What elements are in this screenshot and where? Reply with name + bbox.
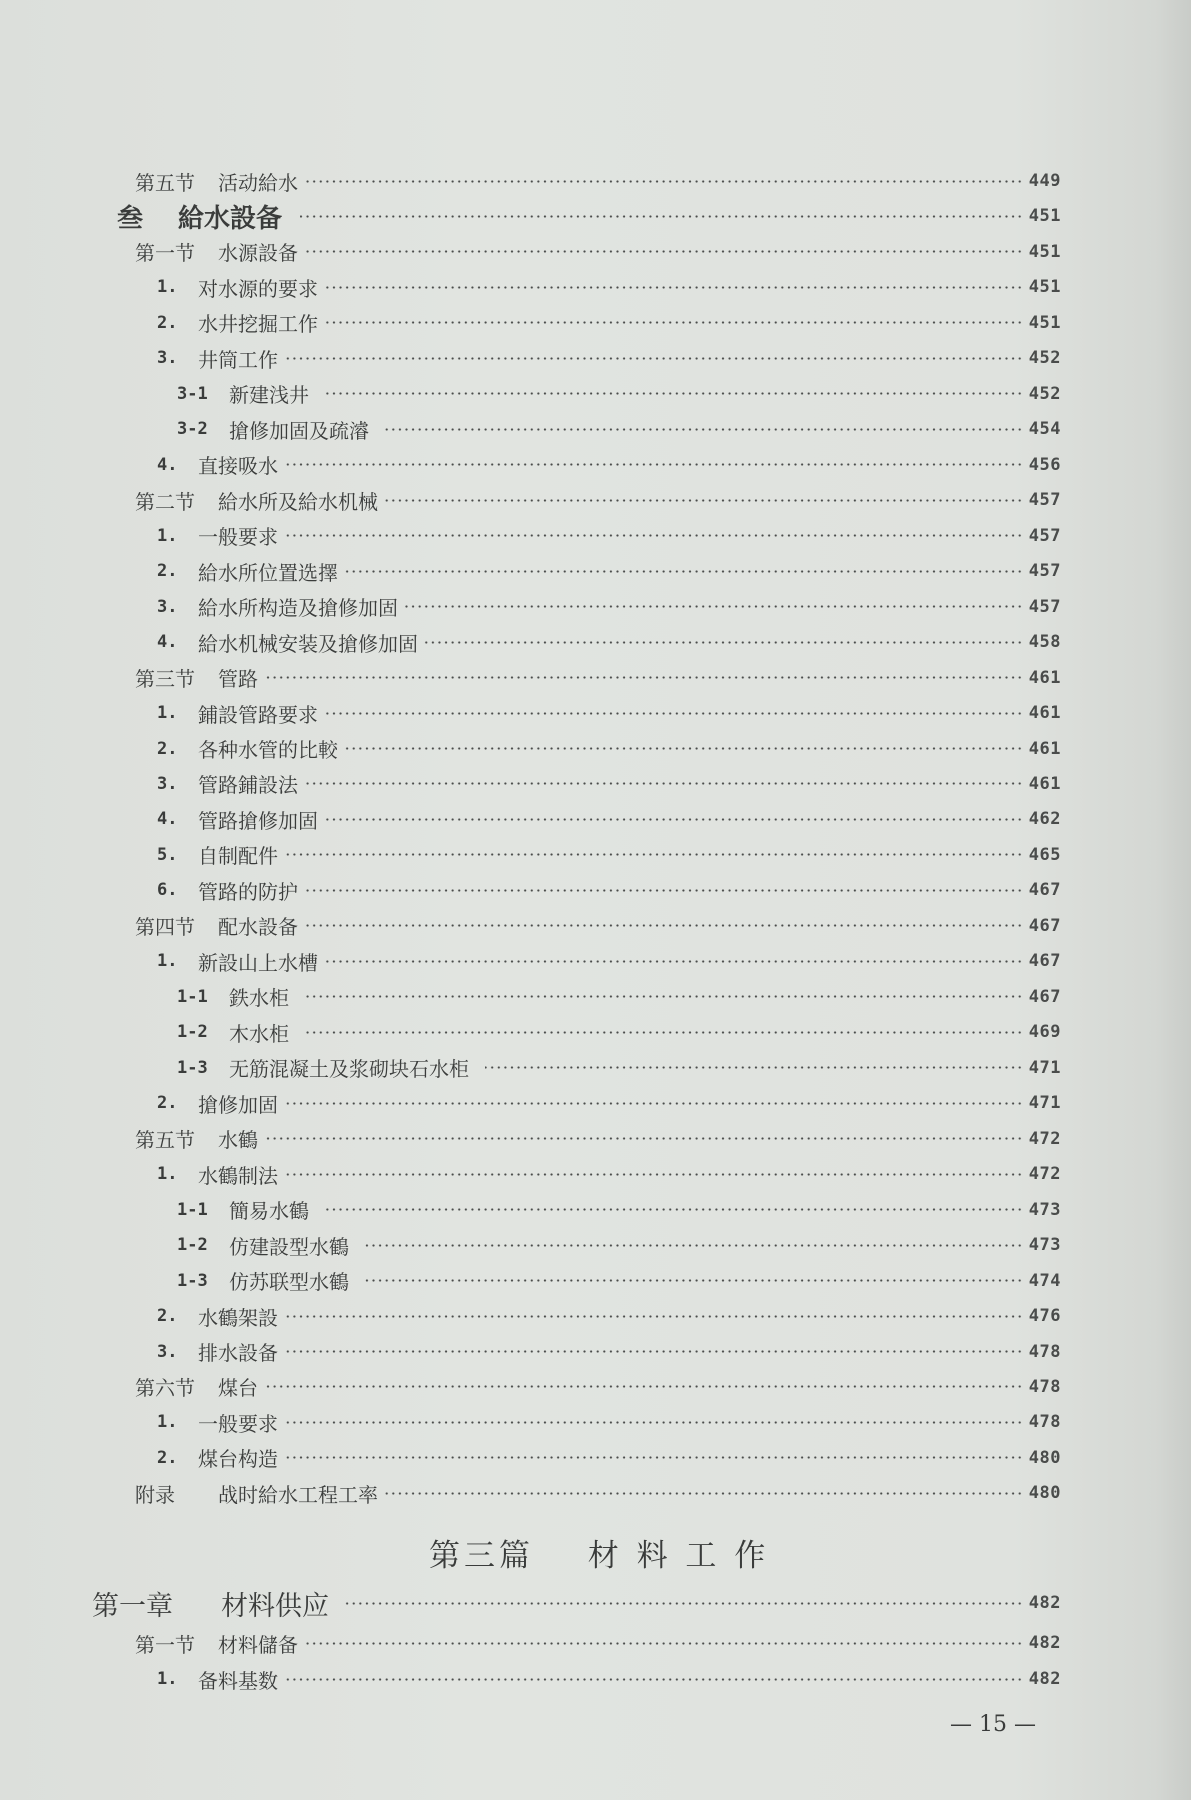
- entry-page-number: 482: [1028, 1593, 1061, 1613]
- entry-title: 对水源的要求: [198, 276, 318, 301]
- entry-page-number: 462: [1028, 809, 1061, 830]
- entry-page-number: 461: [1028, 738, 1061, 759]
- dot-leader: [404, 605, 1023, 608]
- dot-leader: [284, 1421, 1023, 1424]
- dot-leader: [304, 924, 1023, 927]
- toc-entry: [0, 1478, 1191, 1508]
- entry-title: 管路: [218, 667, 258, 692]
- entry-title: 搶修加固: [198, 1092, 278, 1117]
- part-label: 第三篇: [429, 1538, 534, 1574]
- part-name: 材 料 工 作: [587, 1538, 770, 1574]
- entry-title: 水井挖掘工作: [198, 312, 318, 337]
- entry-page-number: 456: [1028, 454, 1061, 475]
- dot-leader: [324, 321, 1023, 324]
- toc-entry: [0, 166, 1191, 196]
- entry-title: 給水机械安装及搶修加固: [198, 631, 418, 656]
- entry-number: 1.: [157, 1164, 178, 1185]
- dot-leader: [300, 215, 1023, 218]
- entry-title: 管路的防护: [198, 879, 298, 904]
- entry-number: 1-3: [177, 1270, 208, 1291]
- dot-leader: [284, 1173, 1023, 1176]
- entry-page-number: 482: [1028, 1669, 1061, 1689]
- toc-entry: [0, 804, 1191, 834]
- entry-number: 1-1: [177, 1199, 208, 1220]
- toc-entry: [0, 769, 1191, 799]
- dot-leader: [284, 1678, 1023, 1681]
- entry-page-number: 465: [1028, 844, 1061, 865]
- toc-entry: [0, 1195, 1191, 1225]
- entry-title: 給水所及給水机械: [218, 489, 378, 514]
- entry-title: 直接吸水: [198, 454, 278, 479]
- toc-entry: [0, 911, 1191, 941]
- toc-entry: [0, 1407, 1191, 1437]
- entry-page-number: 461: [1028, 703, 1061, 724]
- entry-title: 管路搶修加固: [198, 808, 318, 833]
- toc-entry: [0, 1017, 1191, 1047]
- dot-leader: [384, 499, 1023, 502]
- entry-page-number: 471: [1028, 1093, 1061, 1114]
- toc-entry: [0, 663, 1191, 693]
- entry-number: 3.: [157, 596, 178, 617]
- toc-entry: [0, 1664, 1191, 1694]
- toc-entry: [0, 1088, 1191, 1118]
- entry-number: 第一节: [135, 241, 195, 266]
- entry-page-number: 478: [1028, 1341, 1061, 1362]
- toc-entry: [0, 1443, 1191, 1473]
- entry-title: 备料基数: [198, 1668, 278, 1693]
- toc-entry: [0, 1588, 1191, 1622]
- entry-title: 一般要求: [198, 1411, 278, 1436]
- entry-number: 1.: [157, 703, 178, 724]
- toc-entry: [0, 450, 1191, 480]
- entry-number: 2.: [157, 312, 178, 333]
- dot-leader: [284, 853, 1023, 856]
- dot-leader: [304, 1642, 1023, 1645]
- toc-entry: [0, 485, 1191, 515]
- dot-leader: [284, 1350, 1023, 1353]
- entry-page-number: 461: [1028, 773, 1061, 794]
- entry-number: 3-2: [177, 419, 208, 440]
- entry-number: 第四节: [135, 915, 195, 940]
- toc-entry: [0, 343, 1191, 373]
- page-number: — 15 —: [950, 1712, 1036, 1737]
- entry-page-number: 458: [1028, 632, 1061, 653]
- entry-number: 1.: [157, 277, 178, 298]
- entry-number: 2.: [157, 1306, 178, 1327]
- entry-page-number: 461: [1028, 667, 1061, 688]
- entry-page-number: 451: [1028, 241, 1061, 262]
- entry-number: 1-1: [177, 986, 208, 1007]
- entry-number: 第六节: [135, 1376, 195, 1401]
- toc-entry: [0, 1230, 1191, 1260]
- toc-entry: [0, 521, 1191, 551]
- entry-title: 自制配件: [198, 844, 278, 869]
- entry-page-number: 472: [1028, 1128, 1061, 1149]
- toc-entry: [0, 201, 1191, 234]
- entry-number: 1.: [157, 1412, 178, 1433]
- entry-title: 活动給水: [218, 170, 298, 195]
- entry-number: 5.: [157, 844, 178, 865]
- entry-page-number: 474: [1028, 1270, 1061, 1291]
- dot-leader: [304, 782, 1023, 785]
- entry-number: 第一章: [92, 1590, 173, 1622]
- entry-title: 战时給水工程工率: [218, 1482, 378, 1507]
- entry-page-number: 471: [1028, 1057, 1061, 1078]
- dot-leader: [304, 250, 1023, 253]
- entry-title: 鉄水柜: [229, 986, 289, 1011]
- entry-number: 2.: [157, 738, 178, 759]
- entry-page-number: 480: [1028, 1483, 1061, 1504]
- dot-leader: [485, 1066, 1023, 1069]
- dot-leader: [264, 1385, 1023, 1388]
- dot-leader: [325, 1208, 1023, 1211]
- entry-number: 2.: [157, 561, 178, 582]
- entry-page-number: 457: [1028, 525, 1061, 546]
- entry-page-number: 476: [1028, 1306, 1061, 1327]
- entry-number: 附录: [135, 1482, 175, 1507]
- entry-number: 第二节: [135, 489, 195, 514]
- entry-number: 3.: [157, 1341, 178, 1362]
- entry-title: 給水所构造及搶修加固: [198, 596, 398, 621]
- entry-title: 鋪設管路要求: [198, 702, 318, 727]
- entry-title: 搶修加固及疏濬: [229, 418, 369, 443]
- toc-entry: [0, 272, 1191, 302]
- entry-page-number: 451: [1028, 277, 1061, 298]
- dot-leader: [284, 1102, 1023, 1105]
- entry-page-number: 452: [1028, 383, 1061, 404]
- entry-page-number: 457: [1028, 561, 1061, 582]
- entry-number: 3.: [157, 773, 178, 794]
- entry-page-number: 467: [1028, 951, 1061, 972]
- entry-page-number: 478: [1028, 1376, 1061, 1397]
- entry-page-number: 480: [1028, 1447, 1061, 1468]
- dot-leader: [384, 1492, 1023, 1495]
- toc-entry: [0, 946, 1191, 976]
- dot-leader: [305, 1031, 1023, 1034]
- entry-number: 1-2: [177, 1022, 208, 1043]
- entry-number: 1.: [157, 525, 178, 546]
- dot-leader: [343, 1602, 1023, 1605]
- dot-leader: [365, 1244, 1023, 1247]
- entry-page-number: 482: [1028, 1633, 1061, 1653]
- entry-title: 材料儲备: [218, 1632, 298, 1657]
- entry-number: 4.: [157, 632, 178, 653]
- entry-page-number: 472: [1028, 1164, 1061, 1185]
- entry-title: 管路鋪設法: [198, 773, 298, 798]
- entry-number: 1-3: [177, 1057, 208, 1078]
- entry-number: 第三节: [135, 667, 195, 692]
- toc-entry: [0, 875, 1191, 905]
- toc-entry: [0, 1053, 1191, 1083]
- entry-title: 水鶴制法: [198, 1163, 278, 1188]
- dot-leader: [304, 180, 1023, 183]
- entry-title: 水鶴: [218, 1128, 258, 1153]
- toc-entry: [0, 698, 1191, 728]
- toc-entry: [0, 414, 1191, 444]
- dot-leader: [284, 463, 1023, 466]
- dot-leader: [324, 960, 1023, 963]
- entry-title: 水源設备: [218, 241, 298, 266]
- entry-page-number: 478: [1028, 1412, 1061, 1433]
- entry-title: 給水設备: [178, 203, 283, 234]
- dot-leader: [324, 712, 1023, 715]
- dot-leader: [305, 995, 1023, 998]
- entry-title: 排水設备: [198, 1341, 278, 1365]
- entry-number: 第五节: [135, 1128, 195, 1153]
- toc-entry: [0, 592, 1191, 622]
- toc-entry: [0, 840, 1191, 870]
- entry-number: 4.: [157, 809, 178, 830]
- dot-leader: [325, 392, 1023, 395]
- entry-title: 井筒工作: [198, 347, 278, 372]
- entry-page-number: 473: [1028, 1235, 1061, 1256]
- entry-title: 无筋混凝土及浆砌块石水柜: [229, 1057, 469, 1082]
- dot-leader: [284, 357, 1023, 360]
- entry-page-number: 473: [1028, 1199, 1061, 1220]
- entry-page-number: 467: [1028, 915, 1061, 936]
- entry-title: 新建浅井: [229, 383, 309, 408]
- dot-leader: [344, 570, 1023, 573]
- entry-page-number: 467: [1028, 986, 1061, 1007]
- entry-title: 各种水管的比較: [198, 738, 338, 763]
- dot-leader: [385, 428, 1023, 431]
- entry-title: 煤台构造: [198, 1447, 278, 1472]
- dot-leader: [264, 1137, 1023, 1140]
- dot-leader: [284, 1456, 1023, 1459]
- toc-entry: [0, 1301, 1191, 1331]
- entry-page-number: 457: [1028, 490, 1061, 511]
- dot-leader: [324, 286, 1023, 289]
- toc-entry: [0, 1337, 1191, 1367]
- toc-entry: [0, 734, 1191, 764]
- entry-page-number: 451: [1028, 206, 1061, 227]
- dot-leader: [304, 889, 1023, 892]
- entry-title: 材料供应: [221, 1590, 329, 1622]
- dot-leader: [284, 1315, 1023, 1318]
- toc-entry: [0, 982, 1191, 1012]
- entry-title: 給水所位置选擇: [198, 560, 338, 585]
- entry-title: 木水柜: [229, 1021, 289, 1046]
- entry-number: 6.: [157, 880, 178, 901]
- toc-entry: [0, 1628, 1191, 1658]
- entry-number: 3-1: [177, 383, 208, 404]
- entry-page-number: 457: [1028, 596, 1061, 617]
- entry-page-number: 451: [1028, 312, 1061, 333]
- part-title: [429, 1530, 769, 1575]
- entry-page-number: 452: [1028, 348, 1061, 369]
- entry-number: 第五节: [135, 170, 195, 195]
- entry-number: 1-2: [177, 1235, 208, 1256]
- toc-entry: [0, 1124, 1191, 1154]
- dot-leader: [365, 1279, 1023, 1282]
- entry-number: 叁: [117, 203, 144, 234]
- entry-title: 新設山上水槽: [198, 950, 318, 975]
- toc-entry: [0, 556, 1191, 586]
- entry-number: 3.: [157, 348, 178, 369]
- entry-title: 配水設备: [218, 915, 298, 940]
- dot-leader: [264, 676, 1023, 679]
- entry-number: 2.: [157, 1093, 178, 1114]
- toc-entry: [0, 1266, 1191, 1296]
- dot-leader: [324, 818, 1023, 821]
- toc-entry: [0, 627, 1191, 657]
- entry-number: 1.: [157, 1669, 178, 1689]
- entry-number: 2.: [157, 1447, 178, 1468]
- dot-leader: [424, 641, 1023, 644]
- entry-title: 煤台: [218, 1376, 258, 1401]
- entry-title: 一般要求: [198, 525, 278, 550]
- toc-entry: [0, 237, 1191, 267]
- dot-leader: [284, 534, 1023, 537]
- toc-entry: [0, 1159, 1191, 1189]
- entry-title: 仿苏联型水鶴: [229, 1270, 349, 1295]
- entry-title: 仿建設型水鶴: [229, 1234, 349, 1259]
- entry-number: 1.: [157, 951, 178, 972]
- entry-title: 水鶴架設: [198, 1305, 278, 1330]
- dot-leader: [344, 747, 1023, 750]
- entry-number: 第一节: [135, 1632, 195, 1657]
- toc-entry: [0, 1372, 1191, 1402]
- entry-number: 4.: [157, 454, 178, 475]
- toc-entry: [0, 308, 1191, 338]
- entry-page-number: 467: [1028, 880, 1061, 901]
- entry-page-number: 469: [1028, 1022, 1061, 1043]
- entry-page-number: 454: [1028, 419, 1061, 440]
- toc-entry: [0, 379, 1191, 409]
- entry-page-number: 449: [1028, 171, 1061, 191]
- entry-title: 簡易水鶴: [229, 1199, 309, 1224]
